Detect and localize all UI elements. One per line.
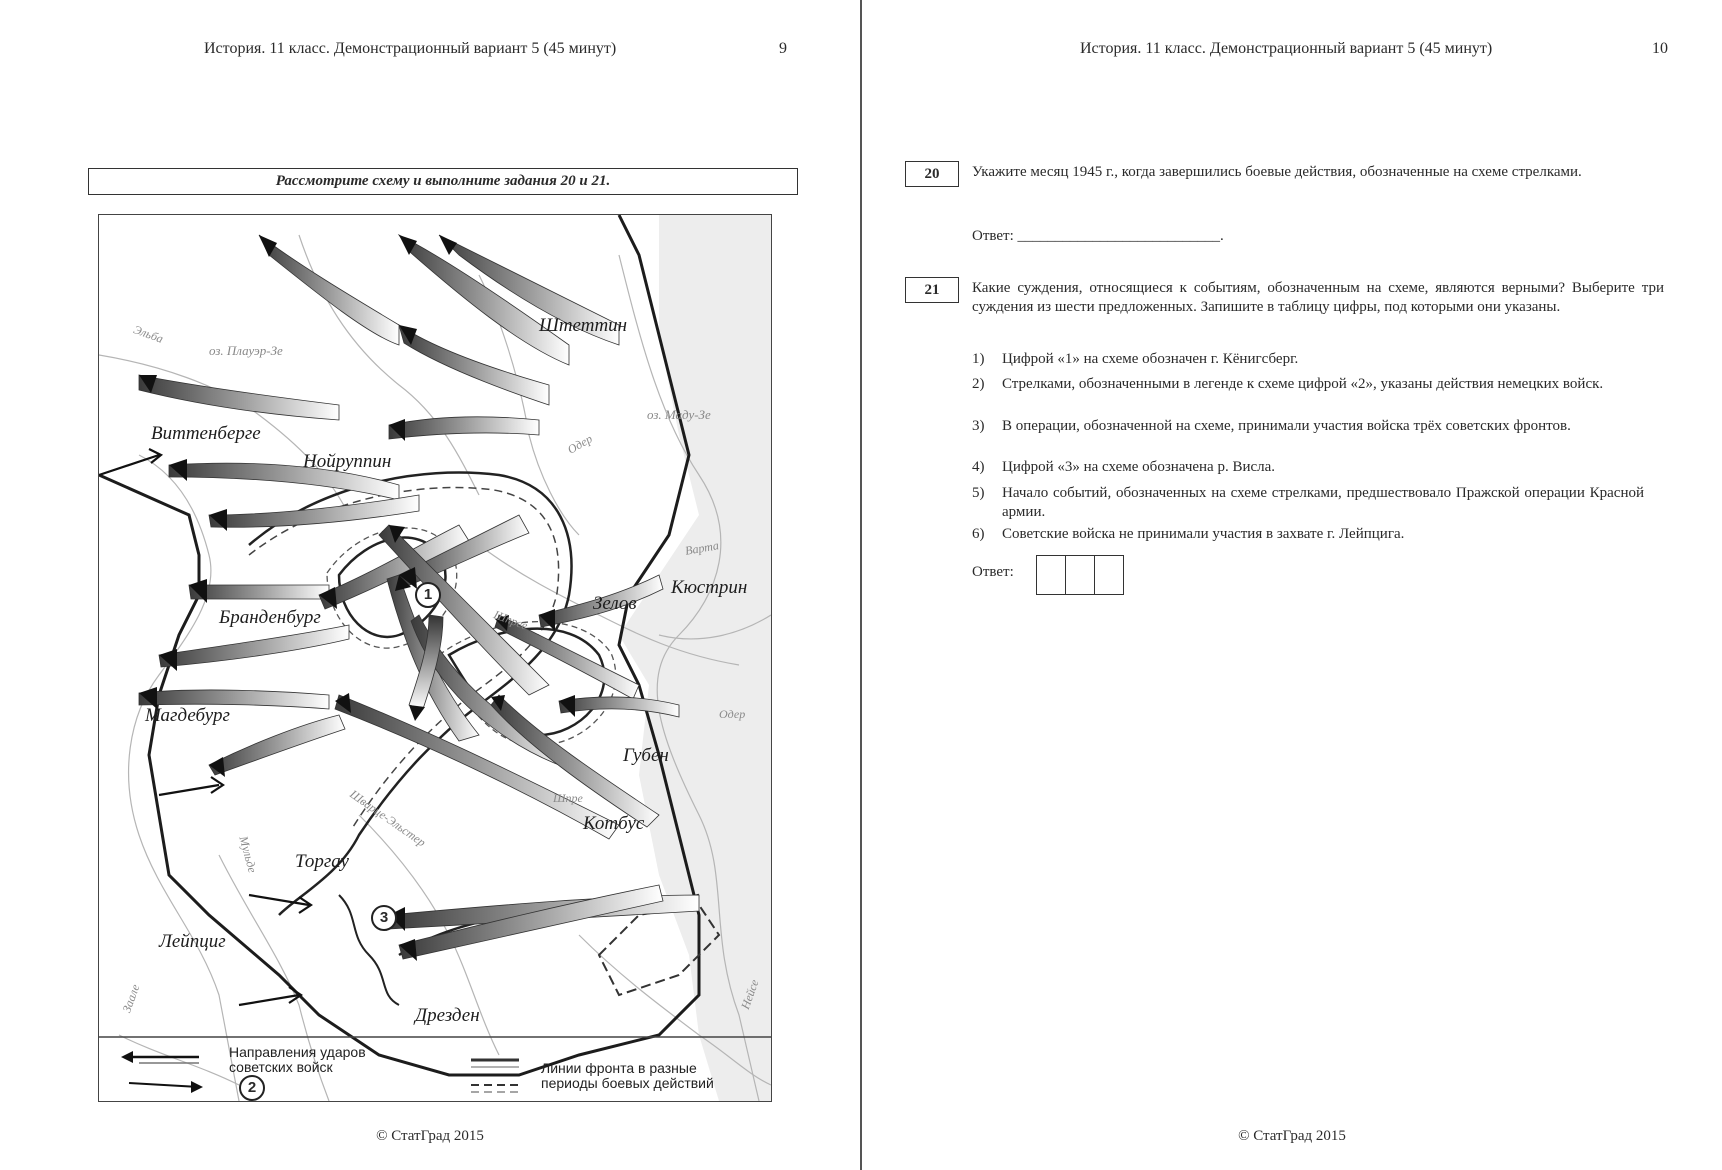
city-label: Виттенберге: [151, 423, 261, 444]
marker-3: 3: [371, 905, 397, 931]
answer-cell[interactable]: [1094, 555, 1124, 595]
option-text: Начало событий, обозначенных на схеме стрелками, предшествовало Пражской операции Красной армии.: [1002, 485, 1644, 520]
page-header: История. 11 класс. Демонстрационный вариант 5 (45 минут): [204, 40, 617, 57]
page-footer: © СтатГрад 2015: [376, 1128, 484, 1144]
option-4: [972, 458, 1644, 477]
map-graphics: [99, 215, 771, 1101]
marker-1: 1: [415, 582, 441, 608]
thin-arrows: [99, 449, 311, 1005]
city-label: Торгау: [295, 851, 349, 872]
river-label: Эльба: [131, 322, 166, 346]
city-label: Дрезден: [415, 1005, 480, 1026]
river-label: Одер: [719, 707, 746, 721]
city-label: Лейпциг: [159, 931, 226, 952]
option-number: 1): [972, 351, 985, 367]
river-label: Шпре: [553, 791, 583, 805]
shaded-region: [619, 215, 771, 1101]
question-number-21: 21: [905, 277, 959, 303]
page-number: 9: [779, 40, 787, 57]
option-text: В операции, обозначенной на схеме, принимали участия войска трёх советских фронтов.: [1002, 418, 1571, 434]
answer-cell[interactable]: [1036, 555, 1066, 595]
city-label: Зелов: [593, 593, 637, 614]
lake-label: оз. Плауэр-Зе: [209, 343, 283, 358]
page-header: История. 11 класс. Демонстрационный вариант 5 (45 минут): [1080, 40, 1493, 57]
map-instruction: Рассмотрите схему и выполните задания 20 и 21.: [88, 168, 798, 195]
page-number: 10: [1652, 40, 1668, 57]
option-1: [972, 350, 1644, 369]
page-footer: © СтатГрад 2015: [1238, 1128, 1346, 1144]
option-text: Советские войска не принимали участия в захвате г. Лейпцига.: [1002, 526, 1405, 542]
river-label: Одер: [565, 431, 595, 457]
option-number: 5): [972, 485, 985, 501]
option-number: 2): [972, 376, 985, 392]
option-3: [972, 417, 1644, 436]
city-label: Губен: [623, 745, 669, 766]
option-6: [972, 525, 1644, 544]
city-label: Бранденбург: [219, 607, 321, 628]
river-label: Шварце-Эльстер: [347, 786, 429, 850]
question-21-text: Какие суждения, относящиеся к событиям, обозначенным на схеме, являются верными? Выберите три суждения из шести предложенных. Запишите в таблицу цифры, под которыми они указаны.: [972, 280, 1664, 315]
question-number-20: 20: [905, 161, 959, 187]
option-number: 4): [972, 459, 985, 475]
option-2: [972, 375, 1644, 394]
option-text: Цифрой «1» на схеме обозначен г. Кёнигсберг.: [1002, 351, 1299, 367]
river-label: Мульде: [236, 834, 260, 875]
option-text: Стрелками, обозначенными в легенде к схеме цифрой «2», указаны действия немецких войск.: [1002, 376, 1604, 392]
legend-arrows: [121, 1051, 203, 1093]
legend-fronts-label: Линии фронта в разные периоды боевых действий: [541, 1060, 714, 1091]
option-number: 3): [972, 418, 985, 434]
left-page: [0, 0, 860, 1170]
answer-cell[interactable]: [1065, 555, 1095, 595]
river-label: Заале: [119, 982, 143, 1015]
option-5: [972, 484, 1644, 522]
city-label: Магдебург: [145, 705, 230, 726]
option-number: 6): [972, 526, 985, 542]
question-20-text: Укажите месяц 1945 г., когда завершились боевые действия, обозначенные на схеме стрелками.: [972, 164, 1582, 180]
option-text: Цифрой «3» на схеме обозначена р. Висла.: [1002, 459, 1276, 475]
city-label: Нойруппин: [303, 451, 392, 472]
legend-arrows-label: Направления ударов советских войск: [229, 1044, 366, 1075]
river-label: Нейсе: [737, 977, 762, 1012]
question-20-answer[interactable]: Ответ: ___________________________.: [972, 228, 1224, 244]
lake-label: оз. Маду-Зе: [647, 407, 711, 422]
city-label: Кюстрин: [671, 577, 748, 598]
city-label: Штеттин: [539, 315, 628, 336]
legend-marker-2: 2: [239, 1075, 265, 1101]
city-label: Котбус: [583, 813, 645, 834]
river-label: Шпрее: [491, 607, 530, 633]
battle-map: [98, 214, 772, 1102]
river-label: Варта: [683, 538, 720, 558]
question-21-answer-label: Ответ:: [972, 564, 1014, 580]
